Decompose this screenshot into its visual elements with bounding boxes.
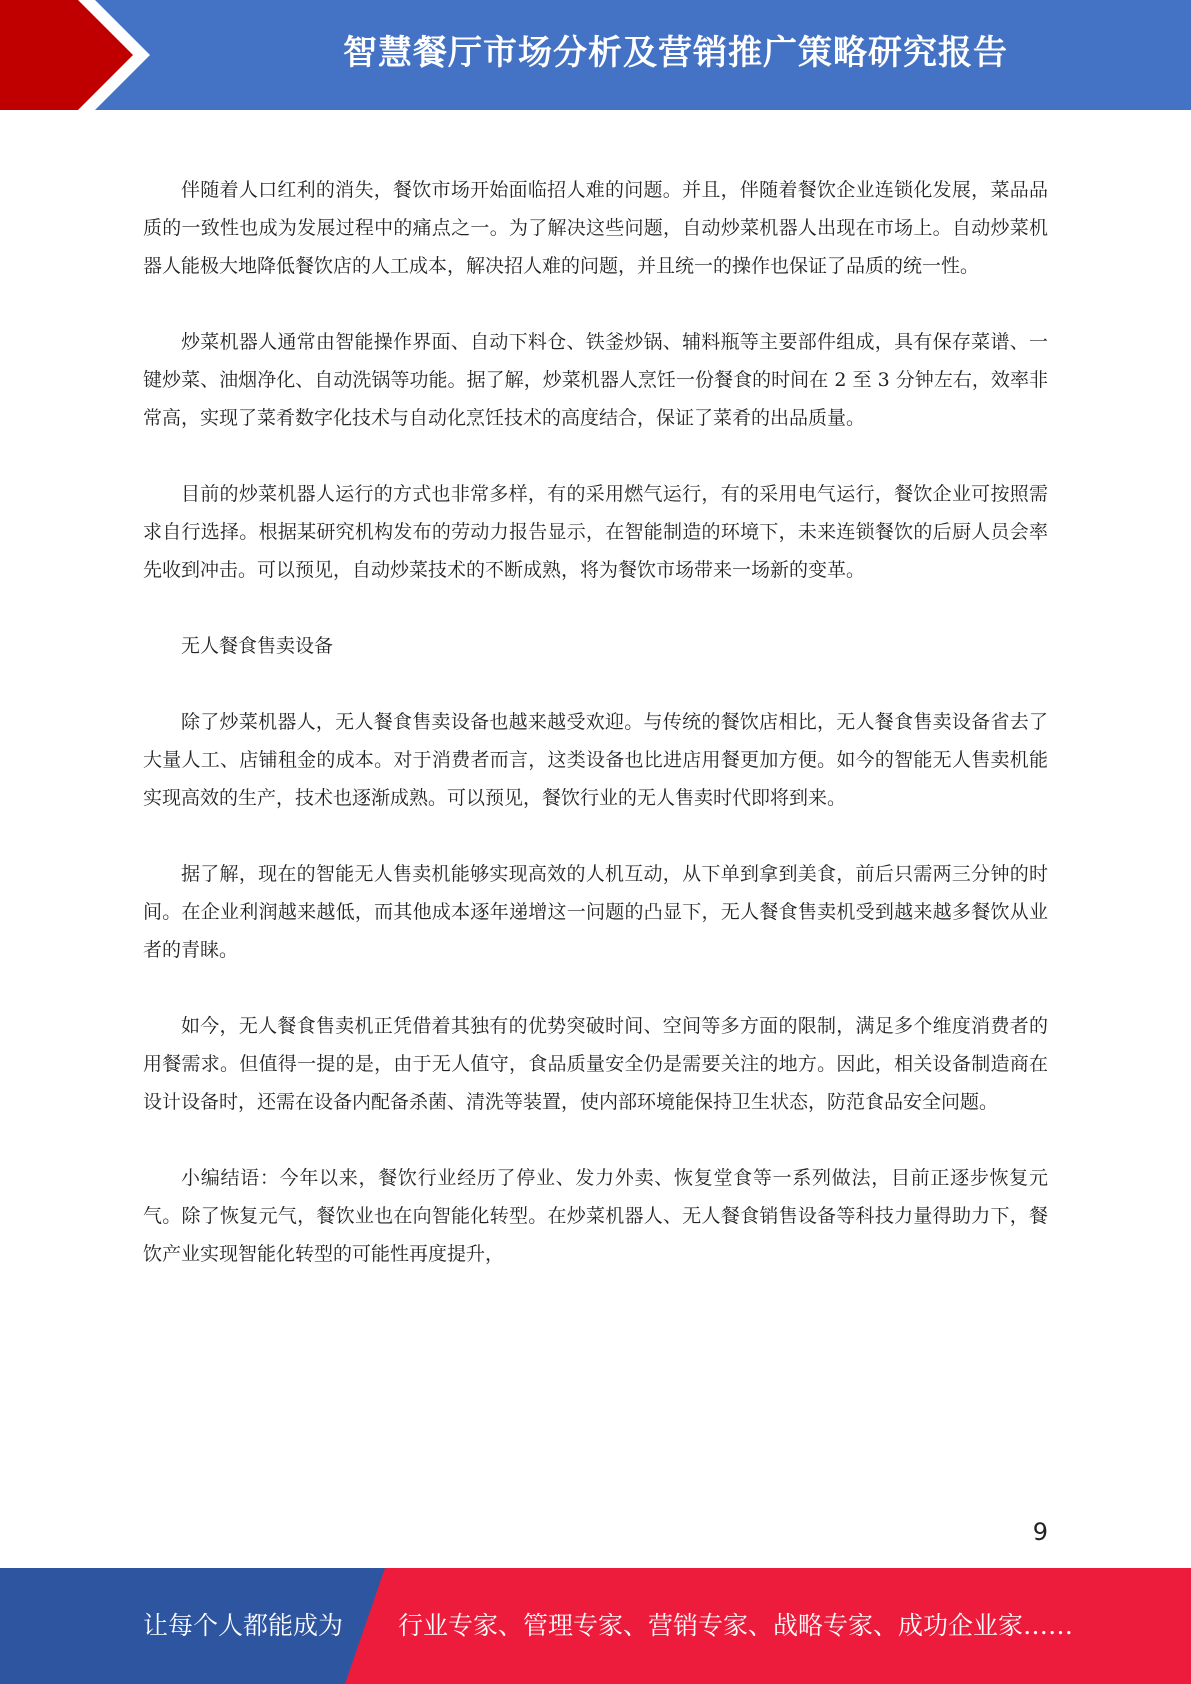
page-footer (0, 1568, 1191, 1684)
paragraph: 炒菜机器人通常由智能操作界面、自动下料仓、铁釜炒锅、辅料瓶等主要部件组成，具有保存菜谱、一键炒菜、油烟净化、自动洗锅等功能。据了解，炒菜机器人烹饪一份餐食的时间在 2 至 3 分钟左右，效率非常高，实现了菜肴数字化技术与自动化烹饪技术的高度结合，保证了菜肴的出品质量。 (143, 331, 1048, 429)
paragraph: 目前的炒菜机器人运行的方式也非常多样，有的采用燃气运行，有的采用电气运行，餐饮企业可按照需求自行选择。根据某研究机构发布的劳动力报告显示，在智能制造的环境下，未来连锁餐饮的后厨人员会率先收到冲击。可以预见，自动炒菜技术的不断成熟，将为餐饮市场带来一场新的变革。 (143, 483, 1048, 581)
page-header (0, 0, 1191, 110)
section-heading: 无人餐食售卖设备 (181, 635, 334, 657)
footer-slogan-left: 让每个人都能成为 (143, 1611, 344, 1640)
paragraph: 如今，无人餐食售卖机正凭借着其独有的优势突破时间、空间等多方面的限制，满足多个维度消费者的用餐需求。但值得一提的是，由于无人值守，食品质量安全仍是需要关注的地方。因此，相关设备制造商在设计设备时，还需在设备内配备杀菌、清洗等装置，使内部环境能保持卫生状态，防范食品安全问题。 (143, 1015, 1048, 1113)
paragraph: 除了炒菜机器人，无人餐食售卖设备也越来越受欢迎。与传统的餐饮店相比，无人餐食售卖设备省去了大量人工、店铺租金的成本。对于消费者而言，这类设备也比进店用餐更加方便。如今的智能无人售卖机能实现高效的生产，技术也逐渐成熟。可以预见，餐饮行业的无人售卖时代即将到来。 (143, 711, 1048, 809)
paragraph: 伴随着人口红利的消失，餐饮市场开始面临招人难的问题。并且，伴随着餐饮企业连锁化发展，菜品品质的一致性也成为发展过程中的痛点之一。为了解决这些问题，自动炒菜机器人出现在市场上。自动炒菜机器人能极大地降低餐饮店的人工成本，解决招人难的问题，并且统一的操作也保证了品质的统一性。 (143, 179, 1048, 277)
report-body (143, 171, 1048, 1311)
paragraph: 小编结语：今年以来，餐饮行业经历了停业、发力外卖、恢复堂食等一系列做法，目前正逐步恢复元气。除了恢复元气，餐饮业也在向智能化转型。在炒菜机器人、无人餐食销售设备等科技力量得助力下，餐饮产业实现智能化转型的可能性再度提升， (143, 1167, 1048, 1265)
page-number: 9 (1032, 1518, 1048, 1546)
header-chevron-decoration (0, 0, 160, 110)
footer-slogan-right: 行业专家、管理专家、营销专家、战略专家、成功企业家…… (398, 1611, 1074, 1640)
paragraph: 据了解，现在的智能无人售卖机能够实现高效的人机互动，从下单到拿到美食，前后只需两三分钟的时间。在企业利润越来越低，而其他成本逐年递增这一问题的凸显下，无人餐食售卖机受到越来越多餐饮从业者的青睐。 (143, 863, 1048, 961)
report-title: 智慧餐厅市场分析及营销推广策略研究报告 (343, 33, 1008, 73)
